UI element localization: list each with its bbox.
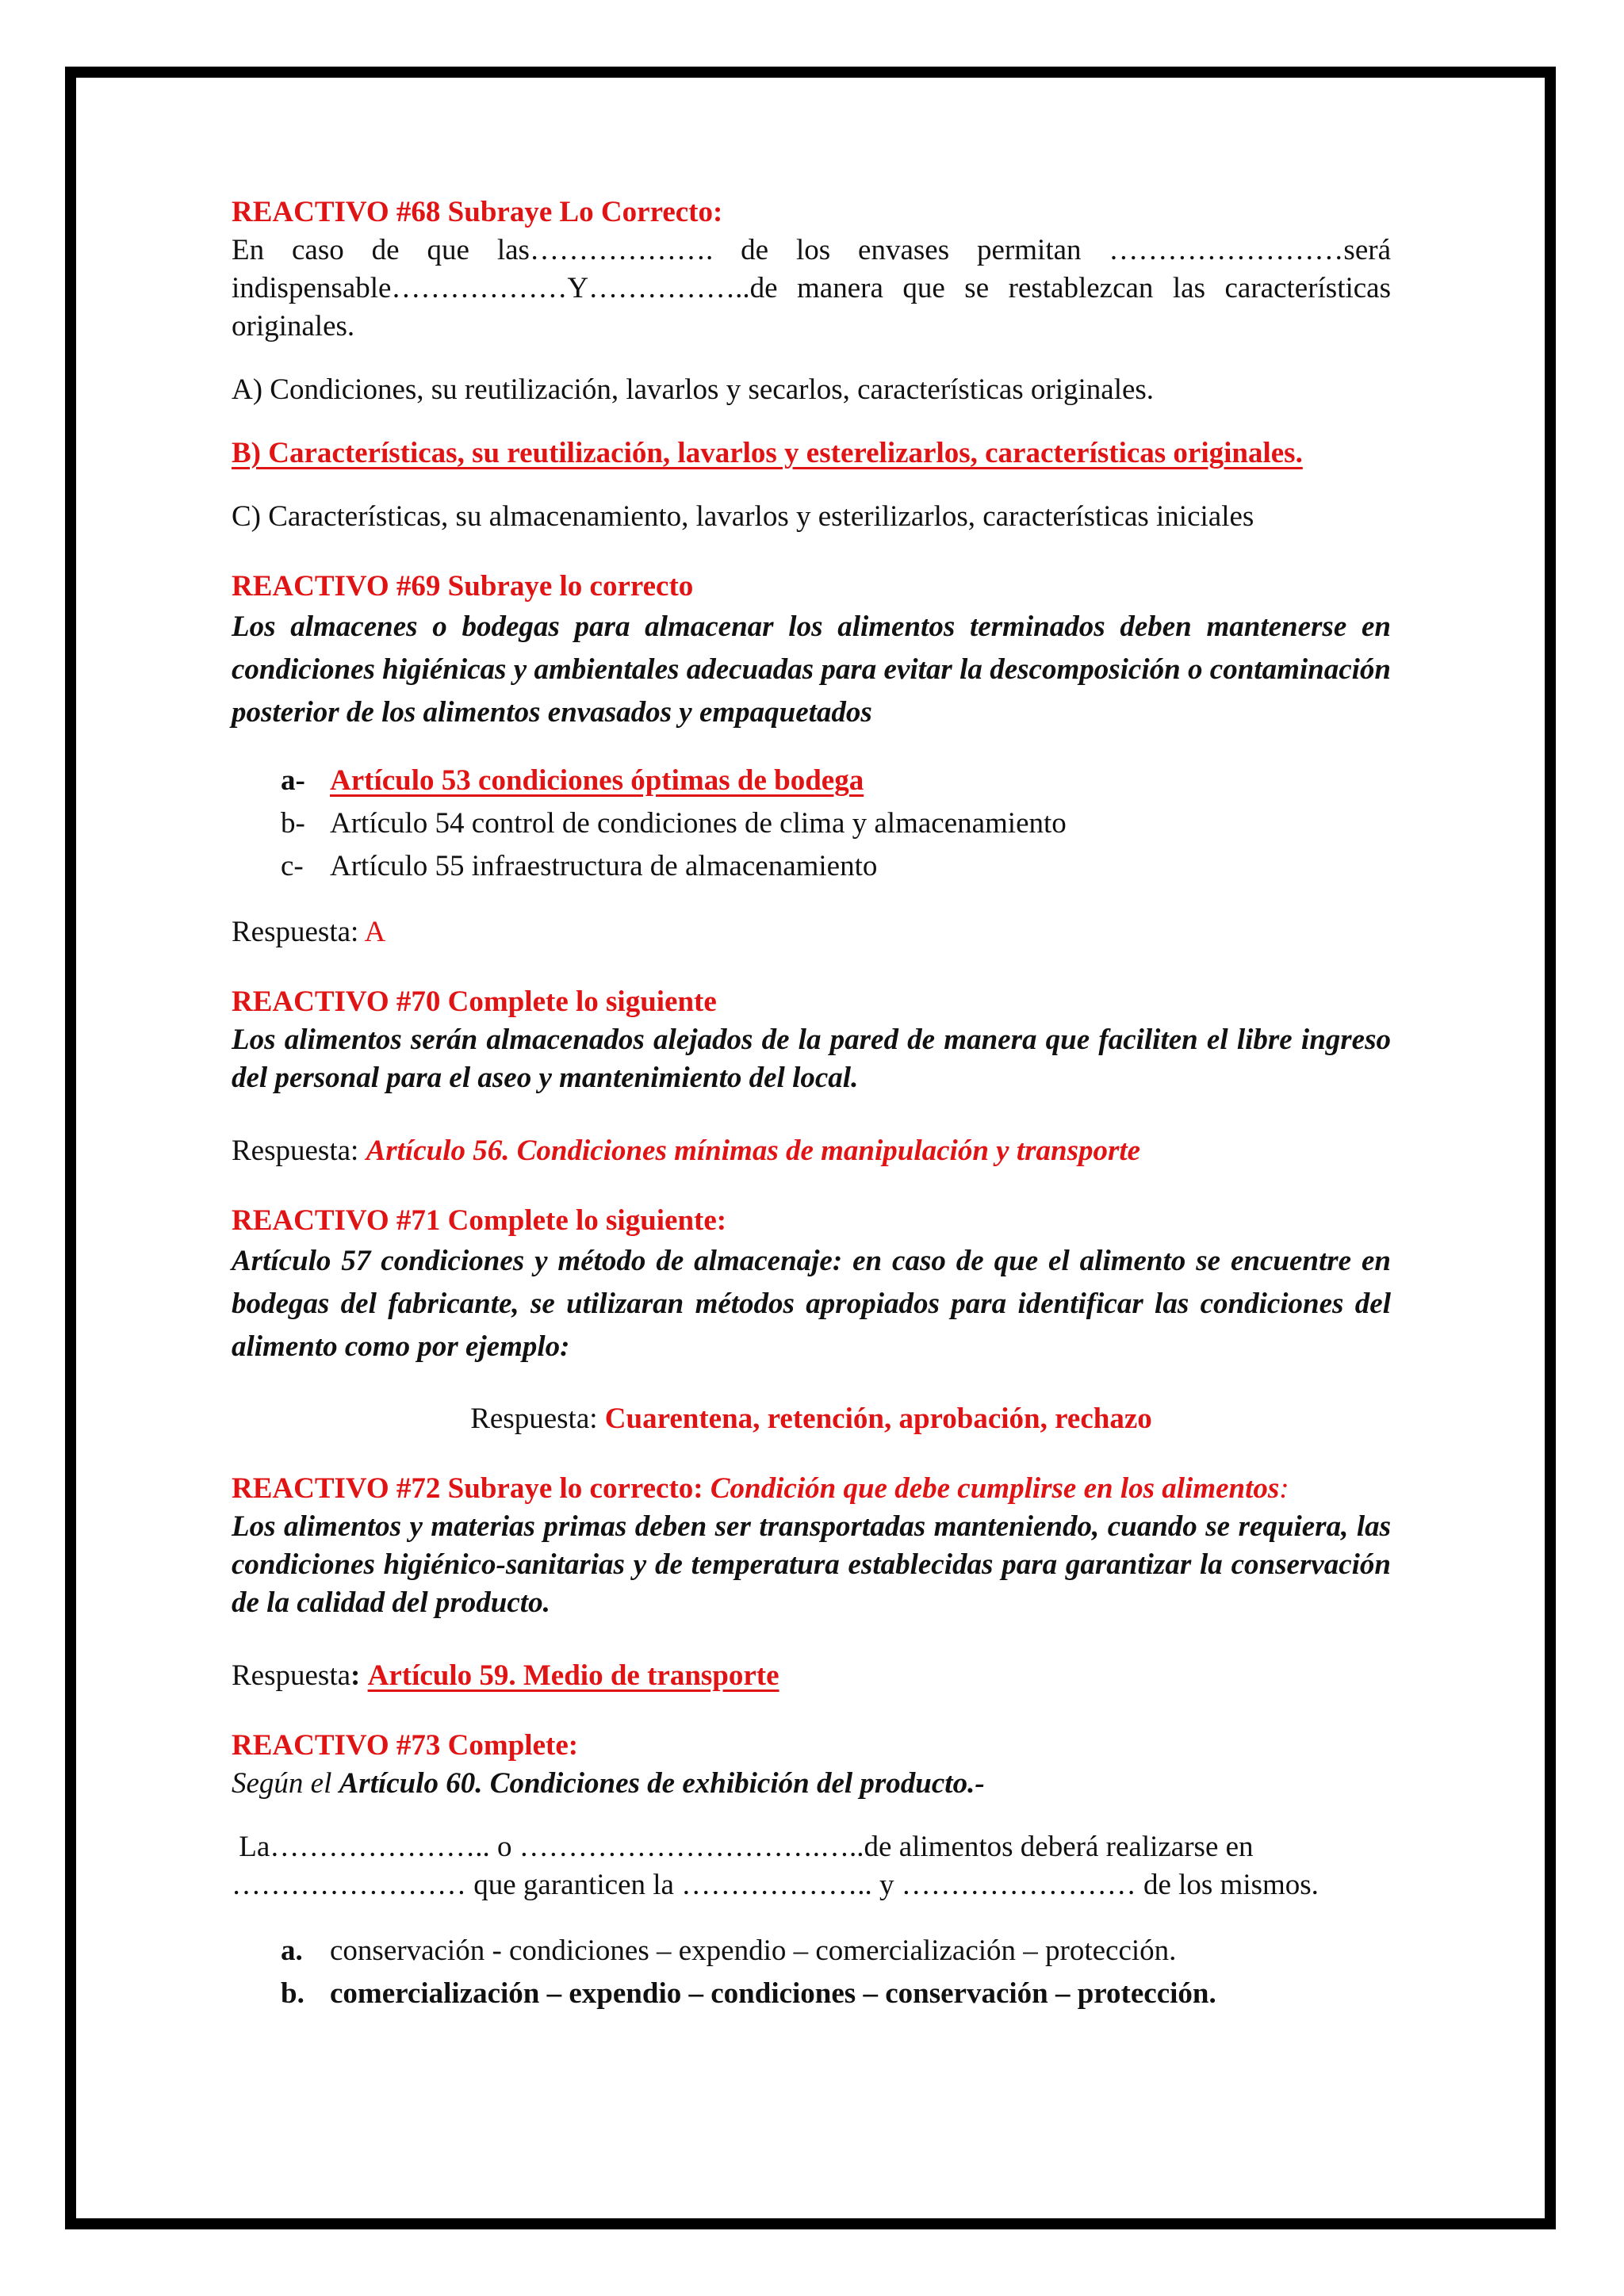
question-69-title: REACTIVO #69 Subraye lo correcto <box>232 570 694 603</box>
question-72-title-italic: Condición que debe cumplirse en los alimentos <box>710 1472 1280 1505</box>
question-72-stem: Los alimentos y materias primas deben ser transportadas manteniendo, cuando se requiera, las condiciones higiénico-sanitarias y de temperatura establecidas para garantizar la conservación de la calidad del producto. <box>232 1510 1391 1619</box>
answer-label: Respuesta: <box>232 1135 359 1167</box>
question-70-stem: Los alimentos serán almacenados alejados de la pared de manera que faciliten el libre ingreso del personal para el aseo y mantenimiento del local. <box>232 1024 1391 1094</box>
answer-value: Cuarentena, retención, aprobación, rechazo <box>604 1402 1152 1435</box>
question-70-title: REACTIVO #70 Complete lo siguiente <box>232 985 717 1018</box>
list-item <box>281 1973 1391 2015</box>
list-text: Artículo 53 condiciones óptimas de bodega <box>330 764 864 797</box>
subtitle-article: Artículo 60. Condiciones de exhibición del producto.- <box>339 1767 985 1800</box>
subtitle-prefix: Según el <box>232 1767 332 1800</box>
list-text: Artículo 54 control de condiciones de clima y almacenamiento <box>330 807 1067 840</box>
list-marker: a. <box>281 1934 303 1967</box>
question-70 <box>232 983 1391 1170</box>
list-marker: c- <box>281 850 304 882</box>
answer-label: Respuesta <box>232 1659 351 1692</box>
question-73-line-2: …………………… que garanticen la ……………….. y …………………… de los mismos. <box>232 1869 1319 1901</box>
answer-label: Respuesta: <box>232 916 359 948</box>
answer-label: Respuesta: <box>470 1402 598 1435</box>
question-68-option-a: A) Condiciones, su reutilización, lavarlos y secarlos, características originales. <box>232 373 1155 406</box>
answer-value: Artículo 59. Medio de transporte <box>367 1659 779 1692</box>
document-body <box>232 193 1391 2015</box>
question-72-title-text: REACTIVO #72 Subraye lo correcto: <box>232 1472 703 1505</box>
question-69 <box>232 568 1391 951</box>
list-item <box>281 760 1391 802</box>
list-marker: b. <box>281 1977 304 2010</box>
question-68-option-c: C) Características, su almacenamiento, lavarlos y esterilizarlos, características iniciales <box>232 500 1254 533</box>
list-text: conservación - condiciones – expendio – comercialización – protección. <box>330 1934 1177 1967</box>
question-73 <box>232 1727 1391 2015</box>
list-text: Artículo 55 infraestructura de almacenamiento <box>330 850 878 882</box>
question-73-line-1: La………………….. o ………………………….…..de alimentos deberá realizarse en <box>232 1831 1254 1863</box>
question-68-stem: En caso de que las………………. de los envases permitan ……………………será indispensable………………Y……………..de manera que se restablezcan las características originales. <box>232 234 1391 342</box>
list-marker: b- <box>281 807 305 840</box>
question-72-title <box>232 1470 1391 1508</box>
question-73-subtitle <box>232 1765 1391 1803</box>
question-71-title: REACTIVO #71 Complete lo siguiente: <box>232 1204 727 1237</box>
question-72-answer <box>232 1657 1391 1695</box>
question-73-options <box>281 1930 1391 2015</box>
answer-value: A <box>364 916 386 948</box>
list-text: comercialización – expendio – condiciones – conservación – protección. <box>330 1977 1216 2010</box>
question-70-answer <box>232 1132 1391 1170</box>
question-69-options <box>281 760 1391 888</box>
question-72-title-colon: : <box>1279 1472 1289 1505</box>
answer-colon: : <box>350 1659 361 1692</box>
list-item <box>281 802 1391 845</box>
question-68-title: REACTIVO #68 Subraye Lo Correcto: <box>232 196 723 228</box>
question-69-stem: Los almacenes o bodegas para almacenar los alimentos terminados deben mantenerse en condiciones higiénicas y ambientales adecuadas para evitar la descomposición o contaminación posterior de los alimentos envasados y empaquetados <box>232 610 1391 729</box>
answer-value: Artículo 56. Condiciones mínimas de manipulación y transporte <box>366 1135 1141 1167</box>
list-item <box>281 1930 1391 1973</box>
question-71-answer <box>232 1400 1391 1438</box>
question-68-option-b: B) Características, su reutilización, lavarlos y esterelizarlos, características originales. <box>232 437 1303 469</box>
question-73-title: REACTIVO #73 Complete: <box>232 1729 579 1762</box>
question-71-stem: Artículo 57 condiciones y método de almacenaje: en caso de que el alimento se encuentre en bodegas del fabricante, se utilizaran métodos apropiados para identificar las condiciones del alimento como por ejemplo: <box>232 1245 1391 1363</box>
question-69-answer <box>232 913 1391 951</box>
question-68 <box>232 193 1391 536</box>
question-72 <box>232 1470 1391 1695</box>
question-71 <box>232 1202 1391 1438</box>
list-marker: a- <box>281 764 305 797</box>
list-item <box>281 845 1391 888</box>
